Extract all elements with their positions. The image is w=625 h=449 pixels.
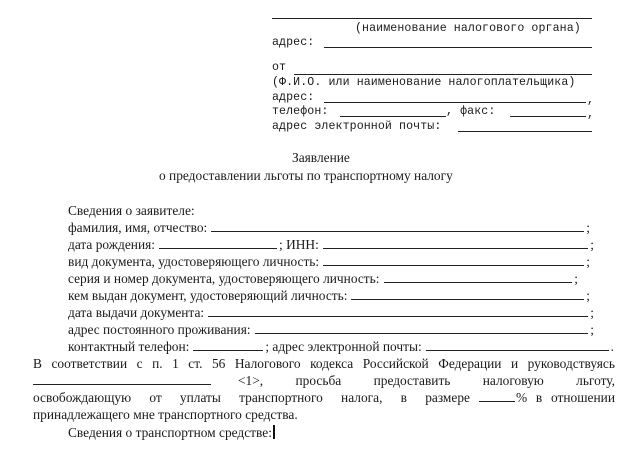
id-issuer-field[interactable]	[351, 289, 584, 300]
authority-address-field[interactable]	[324, 47, 592, 48]
birthdate-field[interactable]	[159, 238, 277, 249]
tax-authority-caption: (наименование налогового органа)	[355, 22, 581, 35]
contact-row: контактный телефон: ; адрес электронной почты: .	[68, 339, 614, 354]
id-type-row: вид документа, удостоверяющего личность: ;	[68, 254, 590, 269]
tax-authority-field[interactable]	[272, 18, 592, 19]
issue-date-row: дата выдачи документа: ;	[68, 305, 594, 320]
email-field[interactable]	[458, 131, 592, 132]
authority-address-label: адрес:	[272, 36, 315, 49]
fax-field[interactable]	[510, 116, 586, 117]
word: предоставить	[373, 373, 451, 388]
legal-basis-field[interactable]	[33, 374, 211, 385]
phone-label: телефон:	[272, 105, 329, 118]
id-number-label: серия и номер документа, удостоверяющего личность:	[68, 271, 380, 286]
issue-date-label: дата выдачи документа:	[68, 305, 205, 320]
text-cursor	[273, 425, 275, 439]
birthdate-inn-row: дата рождения: ; ИНН: ;	[68, 237, 594, 252]
full-name-label: фамилия, имя, отчество:	[68, 220, 208, 235]
fax-label: , факс:	[446, 105, 496, 118]
contact-email-field[interactable]	[426, 340, 609, 351]
from-label: от	[272, 61, 287, 74]
taxpayer-name-field[interactable]	[294, 74, 592, 75]
taxpayer-address-field[interactable]	[324, 102, 586, 103]
request-paragraph-line1: В соответствии с п. 1 ст. 56 Налогового кодекса Российской Федерации и руководствуясь	[33, 356, 615, 371]
id-number-field[interactable]	[384, 272, 573, 283]
taxpayer-caption: (Ф.И.О. или наименование налогоплательщика)	[272, 76, 576, 89]
document-subtitle: о предоставлении льготы по транспортному налогу	[159, 168, 453, 183]
residence-address-row: адрес постоянного проживания: ;	[68, 322, 594, 337]
inn-field[interactable]	[323, 238, 588, 249]
residence-address-label: адрес постоянного проживания:	[68, 322, 251, 337]
word: льготу,	[576, 373, 615, 388]
contact-phone-field[interactable]	[193, 340, 263, 351]
id-issuer-label: кем выдан документ, удостоверяющий личность:	[68, 288, 348, 303]
issue-date-field[interactable]	[208, 306, 588, 317]
birthdate-label: дата рождения:	[68, 237, 155, 252]
residence-address-field[interactable]	[255, 323, 589, 334]
taxpayer-address-label: адрес:	[272, 91, 315, 104]
exemption-percent-field[interactable]	[479, 391, 515, 402]
request-paragraph-line3	[33, 390, 615, 407]
full-name-row: фамилия, имя, отчество: ;	[68, 220, 590, 235]
word: налоговую	[482, 373, 544, 388]
footnote-ref: <1>,	[238, 373, 264, 388]
contact-phone-label: контактный телефон:	[68, 339, 190, 354]
comma: ,	[587, 108, 595, 121]
comma: ,	[587, 94, 595, 107]
percent-suffix: % в отношении	[516, 390, 615, 405]
full-name-field[interactable]	[211, 221, 584, 232]
email-label: адрес электронной почты:	[272, 120, 442, 133]
request-paragraph-line2	[33, 373, 615, 390]
id-issuer-row: кем выдан документ, удостоверяющий личность: ;	[68, 288, 590, 303]
document-title: Заявление	[292, 150, 350, 165]
phone-field[interactable]	[340, 116, 446, 117]
id-type-label: вид документа, удостоверяющего личность:	[68, 254, 320, 269]
word: просьба	[295, 373, 342, 388]
request-paragraph-line4: принадлежащего мне транспортного средства.	[33, 407, 298, 422]
applicant-section-label: Сведения о заявителе:	[68, 203, 195, 218]
exemption-text: освобождающую от уплаты транспортного налога, в размере	[33, 390, 470, 405]
id-type-field[interactable]	[323, 255, 584, 266]
id-number-row: серия и номер документа, удостоверяющего личность: ;	[68, 271, 578, 286]
inn-label: ; ИНН:	[279, 237, 319, 252]
contact-email-label: ; адрес электронной почты:	[265, 339, 422, 354]
vehicle-section-label: Сведения о транспортном средстве:	[68, 425, 275, 441]
